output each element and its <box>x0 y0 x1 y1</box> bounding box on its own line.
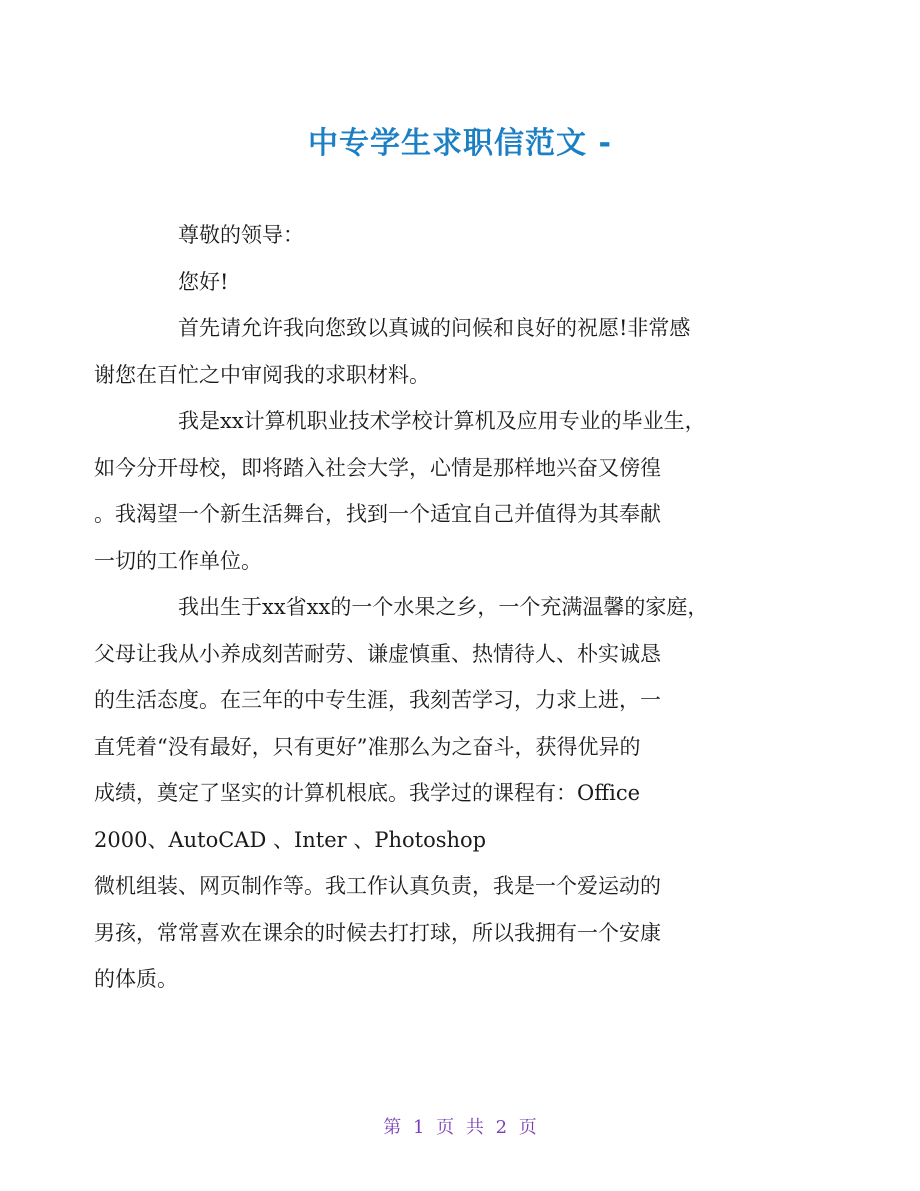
paragraph-line: 我是xx计算机职业技术学校计算机及应用专业的毕业生， <box>178 409 706 433</box>
paragraph-line: 首先请允许我向您致以真诚的问候和良好的祝愿!非常感 <box>178 316 691 340</box>
paragraph-2 <box>94 398 786 584</box>
paragraph-line: 。我渴望一个新生活舞台，找到一个适宜自己并值得为其奉献 <box>94 502 661 526</box>
paragraph-line: 谢您在百忙之中审阅我的求职材料。 <box>94 362 430 387</box>
paragraph-1 <box>94 305 786 398</box>
document-title: 中专学生求职信范文 - <box>308 126 612 161</box>
salutation-text: 尊敬的领导： <box>178 223 304 247</box>
paragraph-line: 如今分开母校，即将踏入社会大学，心情是那样地兴奋又傍徨 <box>94 455 661 480</box>
paragraph-line: 微机组装、网页制作等。我工作认真负责，我是一个爱运动的 <box>94 874 661 898</box>
paragraph-line: 成绩，奠定了坚实的计算机根底。我学过的课程有：Office <box>94 781 641 805</box>
paragraph-line: 一切的工作单位。 <box>94 548 262 573</box>
paragraph-line: 2000、AutoCAD 、Inter 、Photoshop <box>94 827 487 852</box>
greeting <box>136 259 786 306</box>
paragraph-3 <box>94 584 786 1003</box>
paragraph-line: 直凭着“没有最好，只有更好”准那么为之奋斗，获得优异的 <box>94 734 641 759</box>
paragraph-line: 的体质。 <box>94 967 178 991</box>
paragraph-line: 的生活态度。在三年的中专生涯，我刻苦学习，力求上进，一 <box>94 688 661 712</box>
salutation <box>136 212 786 259</box>
document-body <box>94 212 786 1003</box>
paragraph-line: 男孩，常常喜欢在课余的时候去打打球，所以我拥有一个安康 <box>94 920 661 945</box>
greeting-text: 您好! <box>178 269 229 294</box>
page-number-footer: 第 1 页 共 2 页 <box>383 1117 537 1138</box>
paragraph-line: 父母让我从小养成刻苦耐劳、谦虚慎重、热情待人、朴实诚恳 <box>94 641 661 666</box>
paragraph-line: 我出生于xx省xx的一个水果之乡，一个充满温馨的家庭， <box>178 595 709 619</box>
